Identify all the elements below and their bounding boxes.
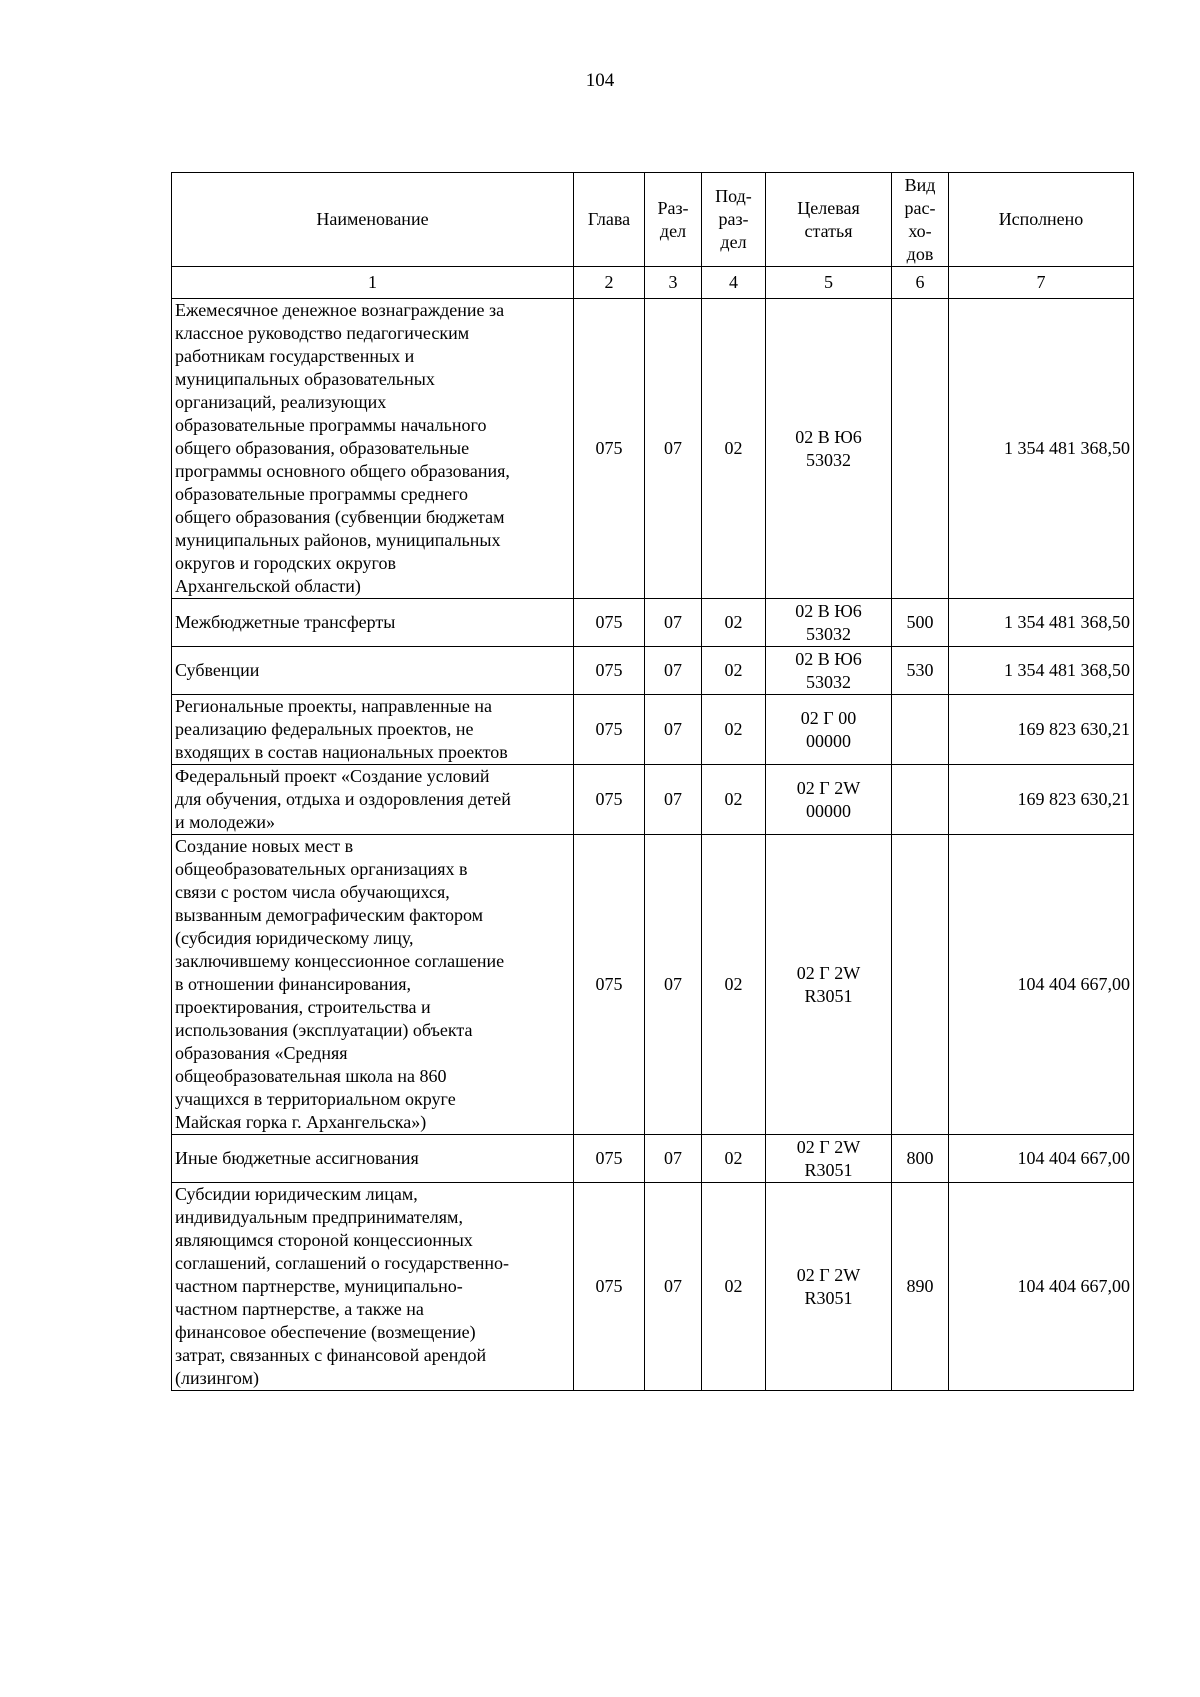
row-subsection: 02 <box>702 695 766 765</box>
row-chapter: 075 <box>574 299 645 599</box>
row-chapter: 075 <box>574 647 645 695</box>
row-name: Региональные проекты, направленные на реализацию федеральных проектов, не входящих в состав национальных проектов <box>172 695 574 765</box>
row-target-article: 02 Г 2W R3051 <box>766 835 892 1135</box>
row-expense-type: 800 <box>892 1135 949 1183</box>
row-executed: 1 354 481 368,50 <box>949 599 1134 647</box>
page-number: 104 <box>585 70 615 91</box>
table-row <box>172 299 1134 599</box>
budget-execution-table <box>171 172 1134 1391</box>
row-name: Федеральный проект «Создание условий для обучения, отдыха и оздоровления детей и молодежи» <box>172 765 574 835</box>
row-target-article: 02 Г 2W R3051 <box>766 1135 892 1183</box>
table-row <box>172 835 1134 1135</box>
row-name: Субсидии юридическим лицам, индивидуальным предпринимателям, являющимся стороной концессионных соглашений, соглашений о государственно- частном партнерстве, муниципально- частном партнерстве, а также на финансовое обеспечение (возмещение) затрат, связанных с финансовой арендой (лизингом) <box>172 1183 574 1391</box>
table-row <box>172 695 1134 765</box>
header-target-article: Целевая статья <box>766 173 892 267</box>
row-chapter: 075 <box>574 835 645 1135</box>
row-target-article: 02 Г 2W R3051 <box>766 1183 892 1391</box>
row-chapter: 075 <box>574 1135 645 1183</box>
row-chapter: 075 <box>574 599 645 647</box>
row-expense-type <box>892 695 949 765</box>
row-target-article: 02 В Ю6 53032 <box>766 599 892 647</box>
row-name: Создание новых мест в общеобразовательных организациях в связи с ростом числа обучающихся, вызванным демографическим фактором (субсидия юридическому лицу, заключившему концессионное соглашение в отношении финансирования, проектирования, строительства и использования (эксплуатации) объекта образования «Средняя общеобразовательная школа на 860 учащихся в территориальном округе Майская горка г. Архангельска») <box>172 835 574 1135</box>
row-expense-type: 890 <box>892 1183 949 1391</box>
row-chapter: 075 <box>574 695 645 765</box>
row-section: 07 <box>645 835 702 1135</box>
row-name: Ежемесячное денежное вознаграждение за классное руководство педагогическим работникам государственных и муниципальных образовательных организаций, реализующих образовательные программы начального общего образования, образовательные программы основного общего образования, образовательные программы среднего общего образования (субвенции бюджетам муниципальных районов, муниципальных округов и городских округов Архангельской области) <box>172 299 574 599</box>
row-executed: 169 823 630,21 <box>949 765 1134 835</box>
row-expense-type <box>892 765 949 835</box>
row-expense-type <box>892 299 949 599</box>
row-executed: 1 354 481 368,50 <box>949 299 1134 599</box>
table-row <box>172 765 1134 835</box>
row-expense-type: 530 <box>892 647 949 695</box>
row-section: 07 <box>645 1135 702 1183</box>
row-subsection: 02 <box>702 1183 766 1391</box>
column-number-row <box>172 267 1134 299</box>
row-section: 07 <box>645 599 702 647</box>
row-subsection: 02 <box>702 647 766 695</box>
row-chapter: 075 <box>574 1183 645 1391</box>
row-section: 07 <box>645 647 702 695</box>
row-executed: 104 404 667,00 <box>949 1135 1134 1183</box>
row-subsection: 02 <box>702 765 766 835</box>
row-executed: 104 404 667,00 <box>949 1183 1134 1391</box>
row-name: Иные бюджетные ассигнования <box>172 1135 574 1183</box>
header-name: Наименование <box>172 173 574 267</box>
header-subsection: Под- раз- дел <box>702 173 766 267</box>
row-target-article: 02 В Ю6 53032 <box>766 647 892 695</box>
row-target-article: 02 В Ю6 53032 <box>766 299 892 599</box>
row-chapter: 075 <box>574 765 645 835</box>
row-section: 07 <box>645 1183 702 1391</box>
row-target-article: 02 Г 00 00000 <box>766 695 892 765</box>
row-section: 07 <box>645 695 702 765</box>
header-row <box>172 173 1134 267</box>
column-number: 7 <box>949 267 1134 299</box>
row-target-article: 02 Г 2W 00000 <box>766 765 892 835</box>
column-number: 6 <box>892 267 949 299</box>
row-name: Субвенции <box>172 647 574 695</box>
header-expense-type: Вид рас- хо- дов <box>892 173 949 267</box>
row-subsection: 02 <box>702 835 766 1135</box>
row-subsection: 02 <box>702 299 766 599</box>
row-section: 07 <box>645 765 702 835</box>
column-number: 4 <box>702 267 766 299</box>
header-chapter: Глава <box>574 173 645 267</box>
row-section: 07 <box>645 299 702 599</box>
header-executed: Исполнено <box>949 173 1134 267</box>
table-row <box>172 1135 1134 1183</box>
table-row <box>172 1183 1134 1391</box>
row-expense-type <box>892 835 949 1135</box>
row-name: Межбюджетные трансферты <box>172 599 574 647</box>
header-section: Раз- дел <box>645 173 702 267</box>
row-executed: 104 404 667,00 <box>949 835 1134 1135</box>
column-number: 1 <box>172 267 574 299</box>
row-subsection: 02 <box>702 1135 766 1183</box>
column-number: 3 <box>645 267 702 299</box>
table-row <box>172 599 1134 647</box>
row-executed: 169 823 630,21 <box>949 695 1134 765</box>
row-executed: 1 354 481 368,50 <box>949 647 1134 695</box>
column-number: 2 <box>574 267 645 299</box>
table-row <box>172 647 1134 695</box>
row-subsection: 02 <box>702 599 766 647</box>
column-number: 5 <box>766 267 892 299</box>
row-expense-type: 500 <box>892 599 949 647</box>
